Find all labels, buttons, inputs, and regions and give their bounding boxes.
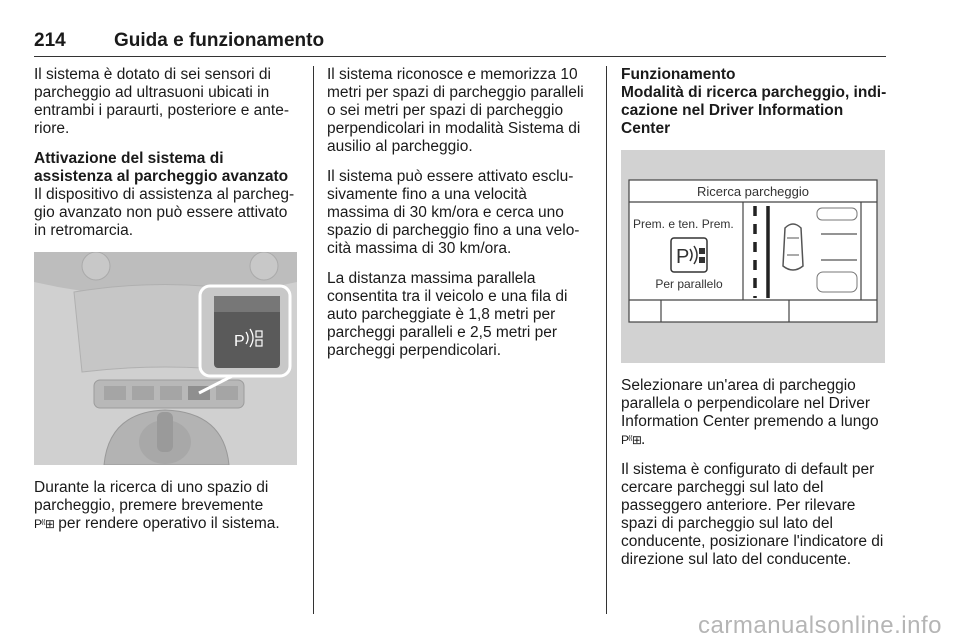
park-assist-button-icon: P⁽⁽⊞ <box>621 433 641 447</box>
svg-text:P: P <box>234 333 245 350</box>
paragraph: Il sistema è configurato di default per cercare parcheggi sul lato del passeggero anteriore. Per rilevare spazi di parcheggio sul lato del conducente, posizionare l'indicatore di direzione sul lato del conducente. <box>621 461 884 568</box>
column-right <box>621 66 887 581</box>
paragraph: La distanza massima parallela consentita tra il veicolo e una fila di auto parcheggiate è 1,8 metri per parcheggi paralleli e 2,5 metri per parcheggi perpendicolari. <box>327 270 568 359</box>
page-number: 214 <box>34 30 66 51</box>
column-divider <box>313 66 314 614</box>
page-title: Guida e funzionamento <box>114 30 325 51</box>
section-heading: Funzionamento <box>621 66 736 83</box>
subsection-heading: Modalità di ricerca parcheggio, indi-cazione nel Driver Information Center <box>621 84 887 137</box>
column-left <box>34 66 299 545</box>
watermark: carmanualsonline.info <box>698 612 942 639</box>
dic-display-illustration <box>621 150 885 363</box>
dashboard-illustration <box>34 252 297 465</box>
dic-display-drawing <box>621 150 885 363</box>
display-subtitle: Prem. e ten. Prem. <box>633 217 734 231</box>
page-header <box>34 30 886 57</box>
console-drawing <box>34 252 297 465</box>
paragraph: Il sistema riconosce e memorizza 10 metri per spazi di parcheggio paralleli o sei metri per spazi di parcheggio perpendicolari in modalità Sistema di ausilio al parcheggio. <box>327 66 584 155</box>
paragraph: Durante la ricerca di uno spazio di parcheggio, premere brevemente P⁽⁽⊞ per rendere operativo il sistema. <box>34 479 280 532</box>
paragraph: Il dispositivo di assistenza al parcheg-gio avanzato non può essere attivato in retromarcia. <box>34 186 295 239</box>
column-divider <box>606 66 607 614</box>
paragraph: Il sistema può essere attivato esclu-sivamente fino a una velocità massima di 30 km/ora e cerca uno spazio di parcheggio fino a una velo-cità massima di 30 km/ora. <box>327 168 580 257</box>
intro-paragraph: Il sistema è dotato di sei sensori di parcheggio ad ultrasuoni ubicati in entrambi i paraurti, posteriore e ante-riore. <box>34 66 290 137</box>
park-assist-icon: P <box>676 246 690 268</box>
display-caption: Per parallelo <box>655 277 723 291</box>
display-title: Ricerca parcheggio <box>696 184 810 199</box>
park-assist-button-icon: P⁽⁽⊞ <box>34 517 54 531</box>
paragraph: Selezionare un'area di parcheggio parallela o perpendicolare nel Driver Information Center premendo a lungo P⁽⁽⊞. <box>621 377 879 448</box>
section-heading: Attivazione del sistema di assistenza al parcheggio avanzato <box>34 150 289 185</box>
column-middle <box>327 66 593 372</box>
